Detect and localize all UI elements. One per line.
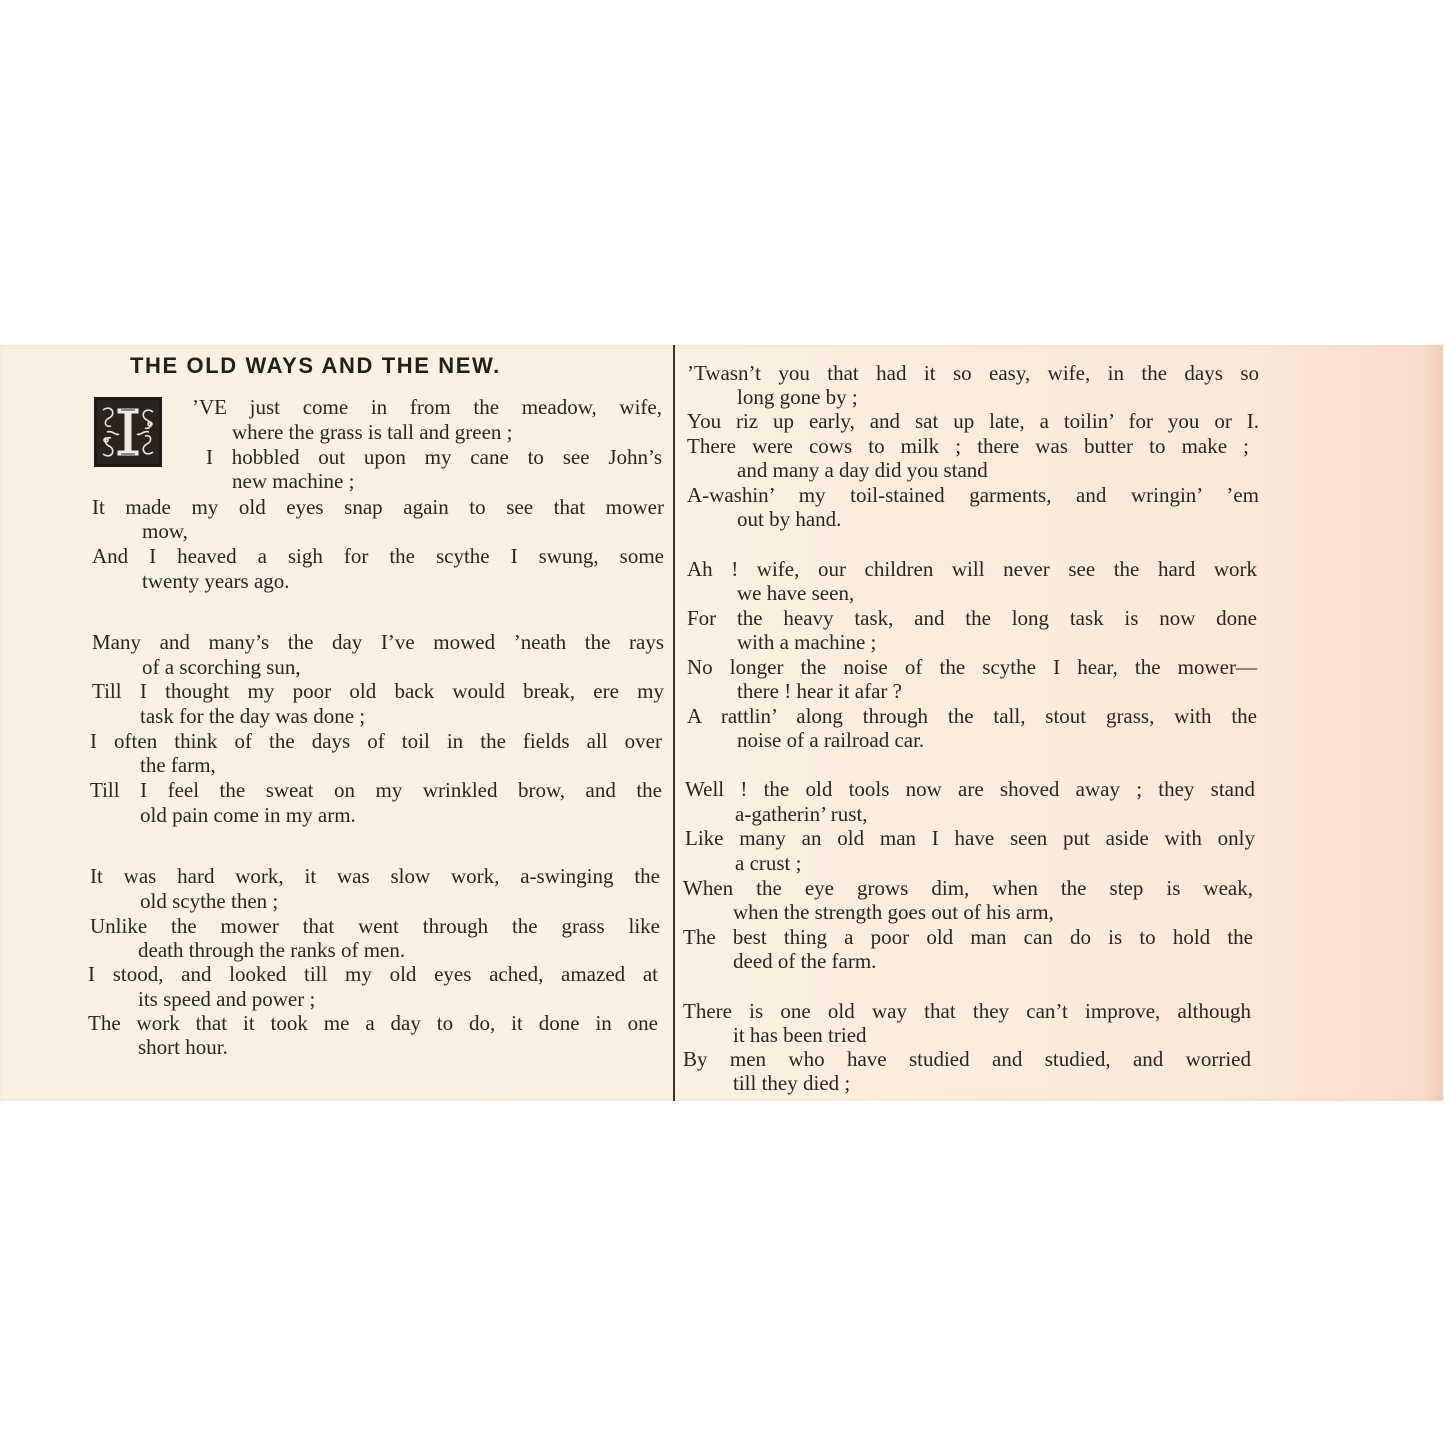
poem-line: Till I feel the sweat on my wrinkled brow, and the [90, 778, 662, 802]
poem-line: By men who have studied and studied, and worried [683, 1047, 1251, 1071]
poem-line: Unlike the mower that went through the grass like [90, 914, 660, 938]
poem-line: a crust ; [735, 851, 802, 875]
poem-line: When the eye grows dim, when the step is weak, [683, 876, 1253, 900]
poem-line: Well ! the old tools now are shoved away ; they stand [685, 777, 1255, 801]
poem-line: death through the ranks of men. [138, 938, 406, 962]
poem-line: I often think of the days of toil in the fields all over [90, 729, 662, 753]
poem-line: twenty years ago. [142, 569, 290, 593]
poem-line: out by hand. [737, 507, 842, 531]
poem-title: THE OLD WAYS AND THE NEW. [130, 353, 501, 378]
poem-line: of a scorching sun, [142, 655, 301, 679]
poem-line: with a machine ; [737, 630, 877, 654]
poem-line: short hour. [138, 1035, 228, 1059]
poem-line: long gone by ; [737, 385, 858, 409]
poem-line: a-gatherin’ rust, [735, 802, 868, 826]
poem-line: A rattlin’ along through the tall, stout grass, with the [687, 704, 1257, 728]
poem-line: There is one old way that they can’t improve, although [683, 999, 1251, 1023]
poem-line: and many a day did you stand [737, 458, 988, 482]
poem-line: Many and many’s the day I’ve mowed ’neath the rays [92, 630, 664, 654]
poem-line: Till I thought my poor old back would break, ere my [92, 679, 664, 703]
column-divider [673, 345, 675, 1101]
poem-line: I stood, and looked till my old eyes ached, amazed at [88, 962, 658, 986]
poem-line: till they died ; [733, 1071, 851, 1095]
poem-line: It was hard work, it was slow work, a-swinging the [90, 864, 660, 888]
poem-line: old pain come in my arm. [140, 803, 356, 827]
poem-line: ’VE just come in from the meadow, wife, [192, 395, 662, 419]
poem-line: the farm, [140, 753, 216, 777]
poem-line: deed of the farm. [733, 949, 877, 973]
poem-line: there ! hear it afar ? [737, 679, 902, 703]
ornamental-drop-cap-icon [97, 400, 159, 464]
poem-line: It made my old eyes snap again to see that mower [92, 495, 664, 519]
poem-line: No longer the noise of the scythe I hear, the mower— [687, 655, 1257, 679]
poem-line: its speed and power ; [138, 987, 316, 1011]
poem-line: There were cows to milk ; there was butter to make ; [687, 434, 1249, 458]
poem-line: task for the day was done ; [140, 704, 366, 728]
poem-line: noise of a railroad car. [737, 728, 925, 752]
poem-line: it has been tried [733, 1023, 867, 1047]
poem-line: I hobbled out upon my cane to see John’s [206, 445, 662, 469]
poem-line: And I heaved a sigh for the scythe I swung, some [92, 544, 664, 568]
poem-line: Like many an old man I have seen put aside with only [685, 826, 1255, 850]
poem-line: A-washin’ my toil-stained garments, and wringin’ ’em [687, 483, 1259, 507]
poem-line: The best thing a poor old man can do is to hold the [683, 925, 1253, 949]
poem-line: You riz up early, and sat up late, a toilin’ for you or I. [687, 409, 1259, 433]
poem-line: old scythe then ; [140, 889, 279, 913]
poem-line: The work that it took me a day to do, it done in one [88, 1011, 658, 1035]
poem-line: mow, [142, 519, 188, 543]
poem-line: ’Twasn’t you that had it so easy, wife, in the days so [687, 361, 1259, 385]
poem-line: we have seen, [737, 581, 855, 605]
poem-line: new machine ; [232, 469, 355, 493]
ornamental-drop-cap [94, 397, 162, 467]
book-page [0, 345, 1443, 1101]
poem-line: Ah ! wife, our children will never see the hard work [687, 557, 1257, 581]
poem-line: when the strength goes out of his arm, [733, 900, 1054, 924]
poem-line: For the heavy task, and the long task is now done [687, 606, 1257, 630]
poem-line: where the grass is tall and green ; [232, 420, 513, 444]
